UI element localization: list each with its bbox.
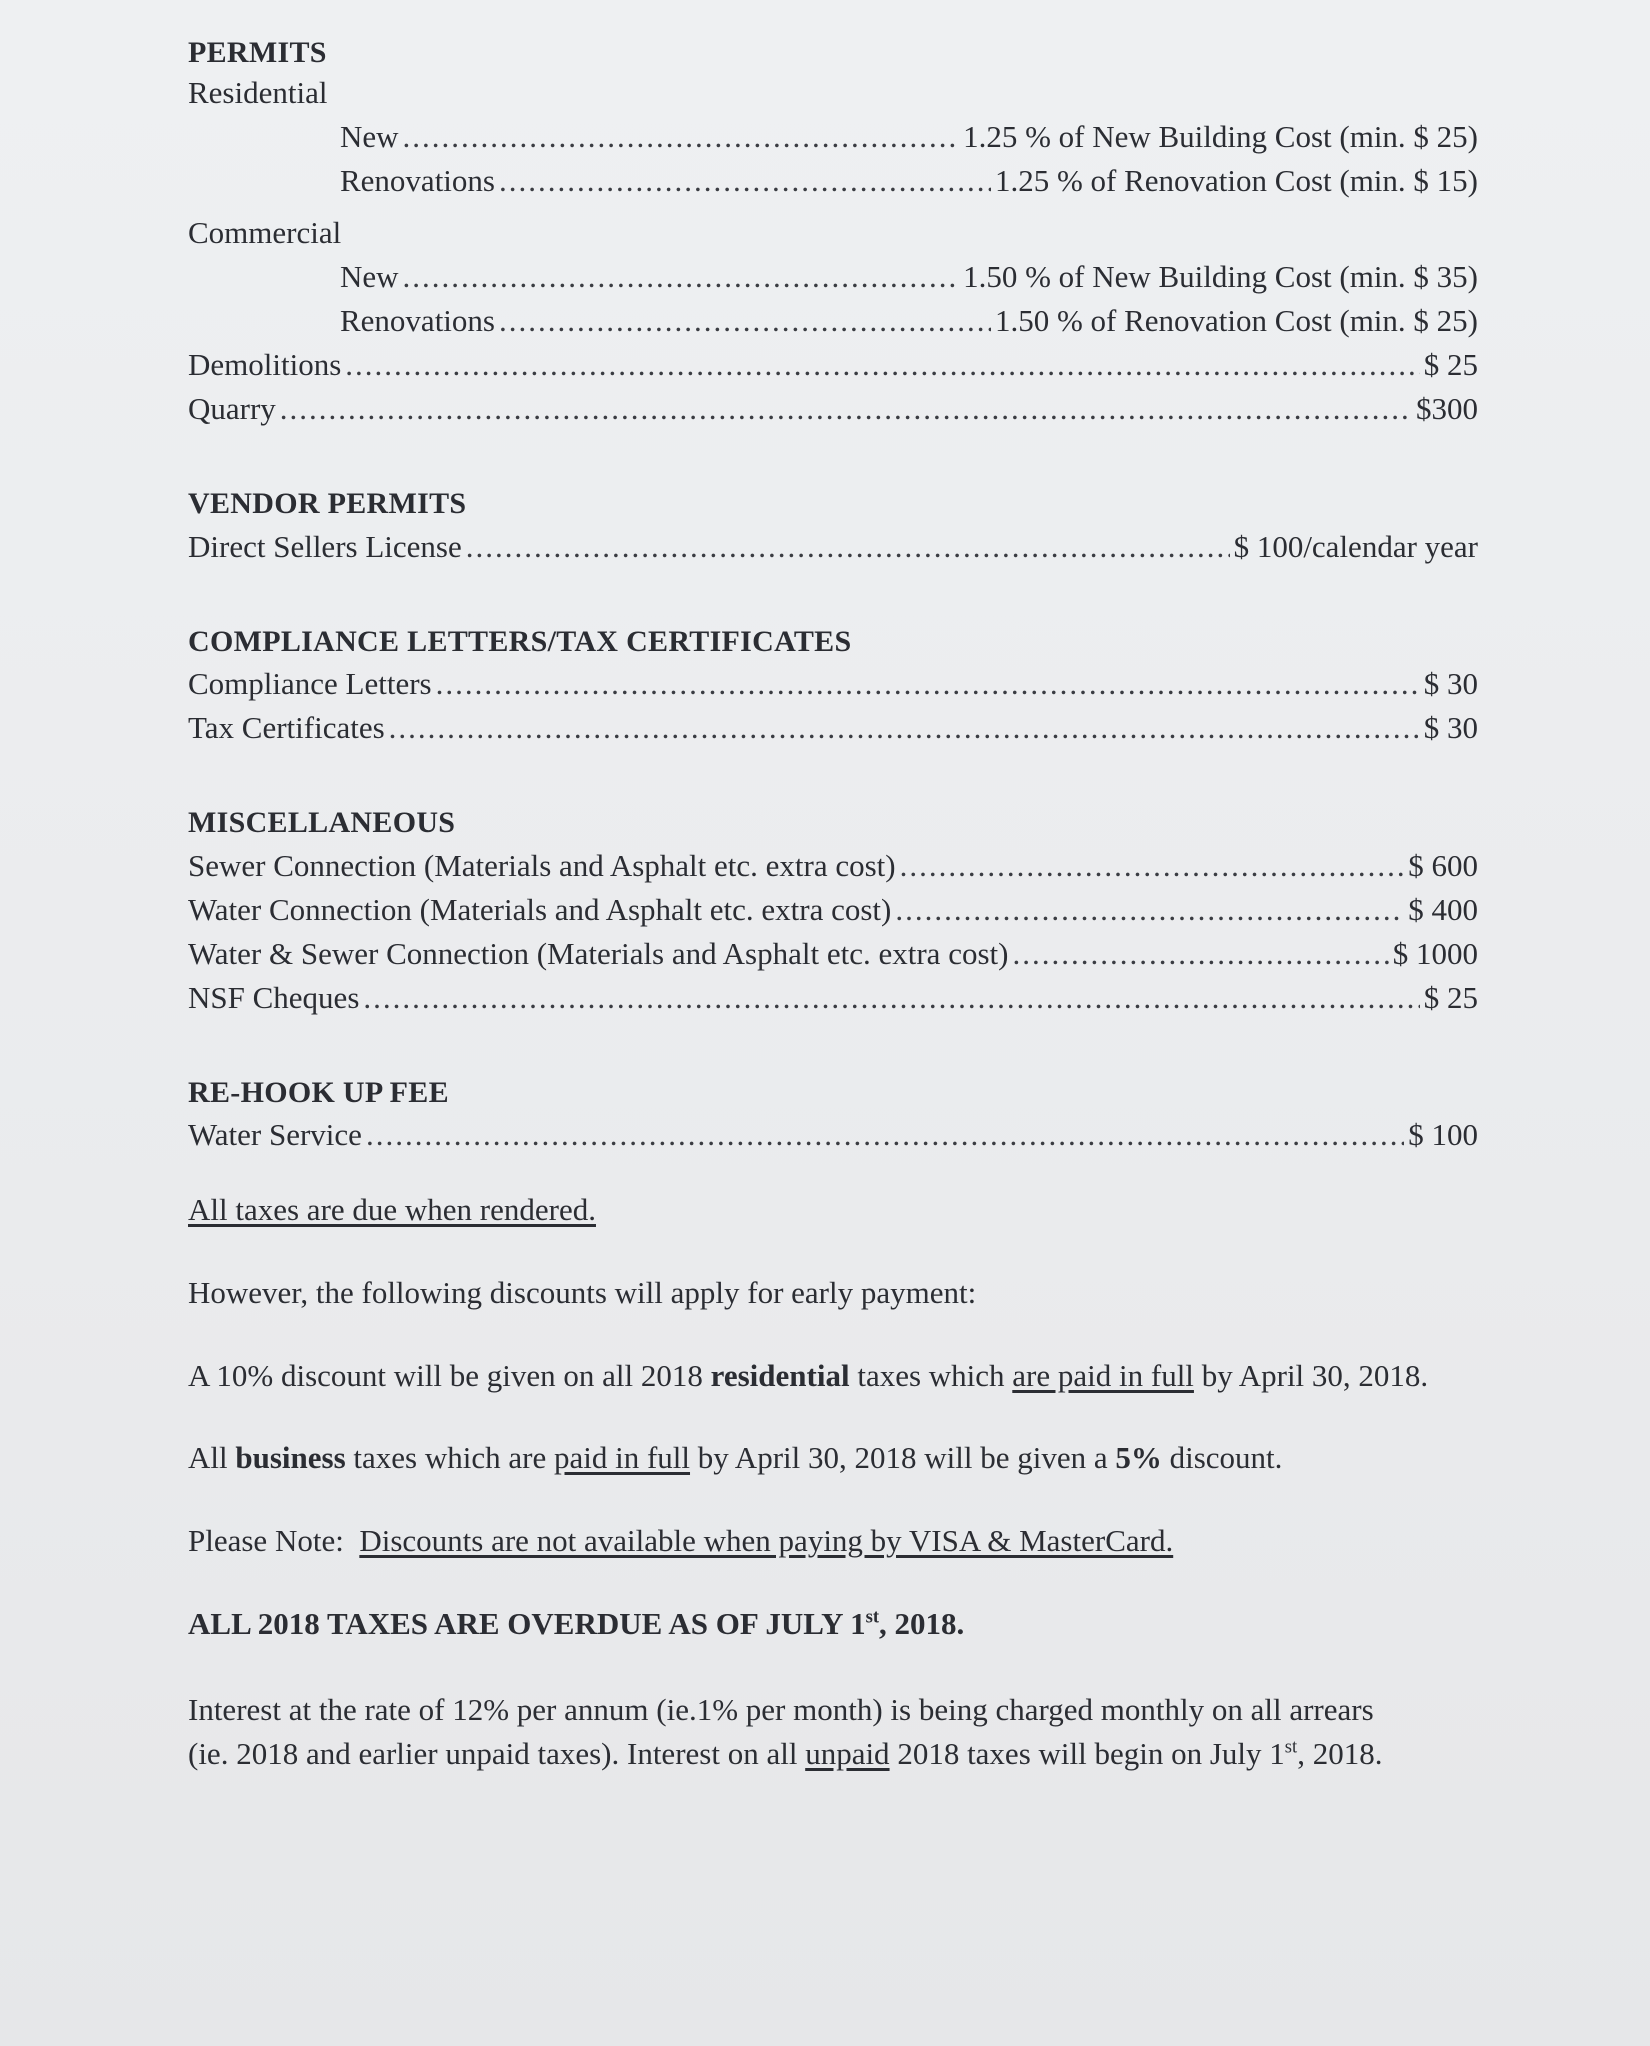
text: by April 30, 2018. [1193, 1357, 1429, 1393]
interest-line-1: Interest at the rate of 12% per annum (ie.1% per month) is being charged monthly on all arrears [188, 1691, 1374, 1727]
text-bold: business [235, 1440, 346, 1476]
leader-dots [466, 528, 1230, 567]
commercial-renovations-row [188, 297, 1478, 341]
water-sewer-connection-label: Water & Sewer Connection (Materials and Asphalt etc. extra cost) [188, 935, 1009, 971]
permits-heading: PERMITS [188, 36, 327, 69]
overdue-notice [188, 1605, 1478, 1644]
interest-note [188, 1688, 1478, 1778]
quarry-row [188, 385, 1478, 429]
leader-dots [366, 1116, 1404, 1155]
leader-dots [436, 665, 1420, 704]
text: A 10% discount will be given on all 2018 [188, 1357, 711, 1393]
residential-discount-note [188, 1357, 1478, 1396]
superscript: st [865, 1606, 880, 1628]
text-underlined: are paid in full [1012, 1357, 1194, 1393]
please-note-label: Please Note: [188, 1523, 344, 1558]
demolitions-label: Demolitions [188, 347, 342, 383]
discount-intro: However, the following discounts will apply for early payment: [188, 1274, 977, 1310]
residential-new-row [188, 112, 1478, 156]
tax-certificates-row [188, 704, 1478, 748]
taxes-due-text: All taxes are due when rendered. [188, 1192, 596, 1227]
business-discount-note [188, 1439, 1478, 1478]
leader-dots [900, 847, 1405, 886]
compliance-letters-row [188, 660, 1478, 704]
leader-dots [280, 390, 1412, 429]
text: taxes which are [345, 1440, 554, 1476]
nsf-cheques-label: NSF Cheques [188, 979, 360, 1015]
water-service-value: $ 100 [1408, 1117, 1478, 1153]
direct-sellers-label: Direct Sellers License [188, 528, 462, 564]
demolitions-value: $ 25 [1423, 347, 1478, 383]
leader-dots [1012, 935, 1388, 974]
water-sewer-connection-row [188, 930, 1478, 974]
text: taxes which [849, 1357, 1013, 1393]
residential-label: Residential [188, 74, 328, 110]
commercial-new-row [188, 253, 1478, 297]
water-connection-label: Water Connection (Materials and Asphalt etc. extra cost) [188, 891, 892, 927]
residential-renovations-label: Renovations [340, 162, 495, 198]
water-connection-row [188, 886, 1478, 930]
commercial-renovations-value: 1.50 % of Renovation Cost (min. $ 25) [994, 303, 1478, 339]
rehook-heading: RE-HOOK UP FEE [188, 1075, 449, 1109]
text-underlined: unpaid [805, 1736, 890, 1772]
text: ALL 2018 TAXES ARE OVERDUE AS OF JULY 1 [188, 1605, 866, 1641]
water-sewer-connection-value: $ 1000 [1392, 935, 1478, 971]
commercial-new-label: New [340, 259, 399, 295]
residential-new-label: New [340, 118, 399, 154]
compliance-letters-value: $ 30 [1423, 666, 1478, 702]
text: discount. [1161, 1440, 1283, 1476]
please-note [188, 1522, 1478, 1561]
compliance-heading: COMPLIANCE LETTERS/TAX CERTIFICATES [188, 624, 852, 658]
miscellaneous-heading: MISCELLANEOUS [188, 806, 456, 839]
leader-dots [403, 118, 960, 157]
leader-dots [403, 258, 960, 297]
leader-dots [363, 979, 1419, 1018]
text: , 2018. [879, 1605, 965, 1641]
text-underlined: paid in full [553, 1440, 691, 1476]
leader-dots [345, 346, 1419, 385]
residential-renovations-row [188, 156, 1478, 200]
sewer-connection-row [188, 842, 1478, 886]
text-bold: residential [710, 1357, 850, 1393]
text: , 2018. [1297, 1736, 1383, 1772]
quarry-value: $300 [1416, 391, 1478, 427]
vendor-permits-heading: VENDOR PERMITS [188, 487, 467, 520]
water-connection-value: $ 400 [1408, 891, 1478, 927]
leader-dots [389, 709, 1420, 748]
tax-certificates-value: $ 30 [1423, 710, 1478, 746]
leader-dots [895, 891, 1404, 930]
nsf-cheques-value: $ 25 [1423, 979, 1478, 1015]
text: by April 30, 2018 will be given a [690, 1440, 1116, 1476]
water-service-row [188, 1111, 1478, 1155]
text: 2018 taxes will begin on July 1 [889, 1736, 1285, 1772]
text: All [188, 1440, 236, 1476]
commercial-label: Commercial [188, 215, 342, 251]
direct-sellers-value: $ 100/calendar year [1233, 528, 1478, 564]
sewer-connection-value: $ 600 [1408, 847, 1478, 883]
demolitions-row [188, 341, 1478, 385]
tax-certificates-label: Tax Certificates [188, 710, 385, 746]
commercial-renovations-label: Renovations [340, 303, 495, 339]
nsf-cheques-row [188, 974, 1478, 1018]
document-content [188, 34, 1478, 1777]
taxes-due-note [188, 1191, 1478, 1230]
compliance-letters-label: Compliance Letters [188, 666, 432, 702]
text: (ie. 2018 and earlier unpaid taxes). Interest on all [188, 1736, 806, 1772]
sewer-connection-label: Sewer Connection (Materials and Asphalt etc. extra cost) [188, 847, 896, 883]
superscript: st [1284, 1737, 1298, 1759]
leader-dots [499, 162, 991, 201]
text-bold: 5% [1115, 1440, 1162, 1476]
quarry-label: Quarry [188, 391, 276, 427]
water-service-label: Water Service [188, 1117, 362, 1153]
please-note-text: Discounts are not available when paying by VISA & MasterCard. [359, 1523, 1174, 1558]
commercial-new-value: 1.50 % of New Building Cost (min. $ 35) [963, 259, 1478, 295]
residential-renovations-value: 1.25 % of Renovation Cost (min. $ 15) [994, 162, 1478, 198]
direct-sellers-row [188, 523, 1478, 567]
leader-dots [499, 302, 991, 341]
residential-new-value: 1.25 % of New Building Cost (min. $ 25) [963, 118, 1478, 154]
